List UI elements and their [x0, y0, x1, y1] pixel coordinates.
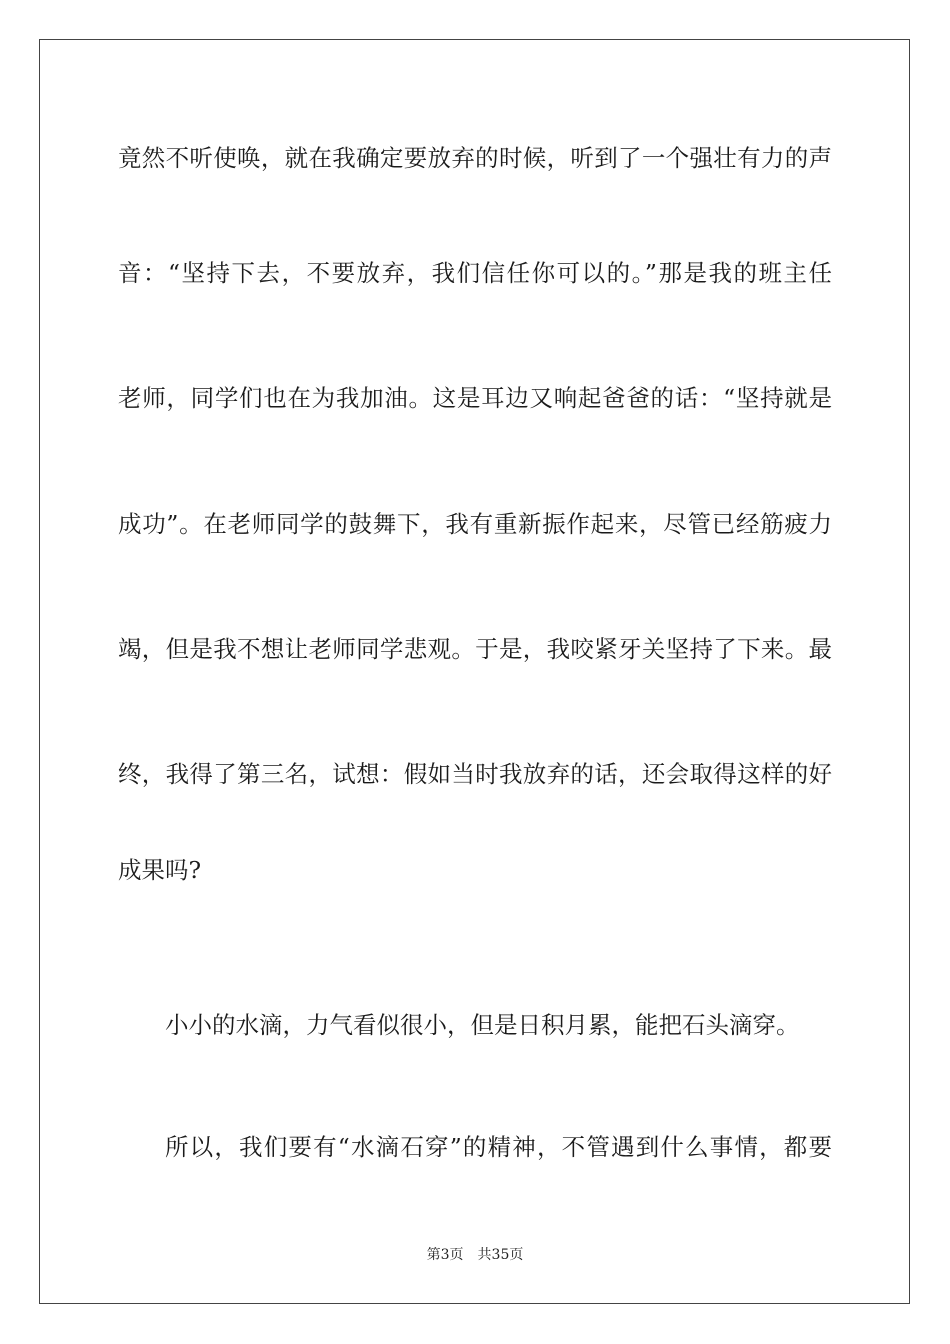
body-text-line: 终，我得了第三名，试想：假如当时我放弃的话，还会取得这样的好: [118, 760, 832, 788]
body-text-line: 成功”。在老师同学的鼓舞下，我有重新振作起来，尽管已经筋疲力: [118, 510, 832, 538]
body-text-line: 老师，同学们也在为我加油。这是耳边又响起爸爸的话：“坚持就是: [118, 384, 832, 412]
body-text-line: 音：“坚持下去，不要放弃，我们信任你可以的。”那是我的班主任: [118, 259, 832, 287]
body-text-line: 竭，但是我不想让老师同学悲观。于是，我咬紧牙关坚持了下来。最: [118, 635, 832, 663]
body-text-line: 成果吗?: [118, 856, 202, 884]
paragraph-text: 小小的水滴，力气看似很小，但是日积月累，能把石头滴穿。: [165, 1011, 800, 1039]
page-number: 第3页: [426, 1247, 464, 1263]
page-border: [39, 39, 910, 1304]
paragraph-text: 所以，我们要有“水滴石穿”的精神，不管遇到什么事情，都要: [165, 1133, 832, 1161]
page-footer: [0, 1246, 950, 1264]
body-text-line: 竟然不听使唤，就在我确定要放弃的时候，听到了一个强壮有力的声: [118, 144, 832, 172]
page-total: 共35页: [477, 1247, 524, 1263]
